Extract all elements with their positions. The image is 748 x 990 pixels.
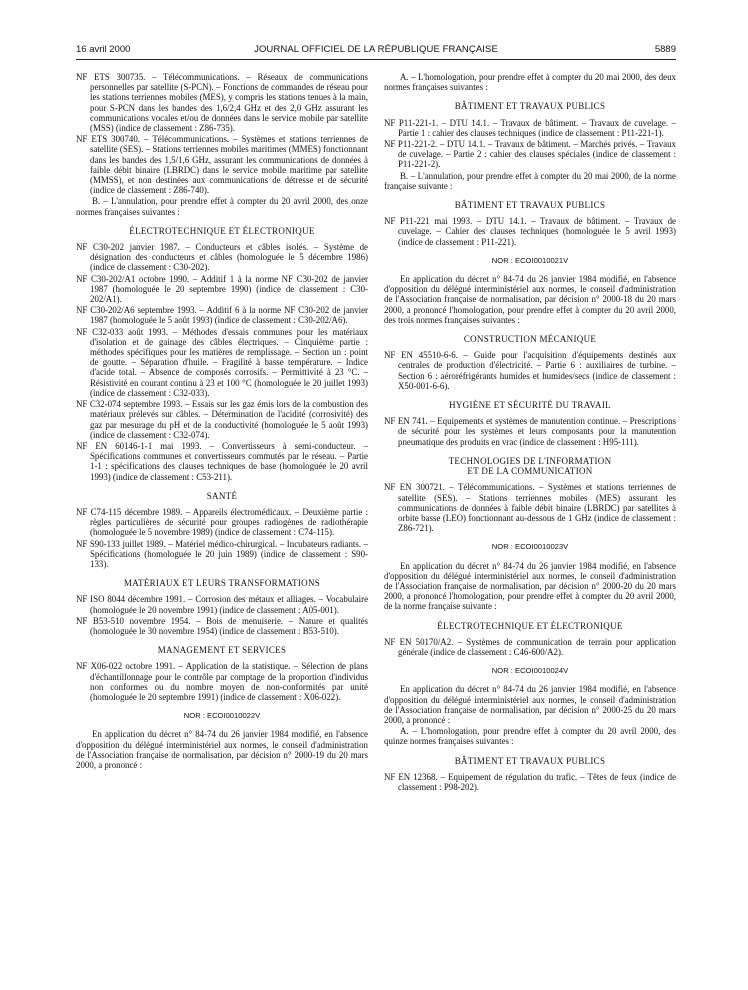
norm-text: novembre 1954. – Bois de menuiserie. – Nature et qualités (homologuée le 30 novembre 1954) (indice de classement : B53-510).: [90, 615, 368, 636]
section-heading: [384, 456, 676, 476]
norm-code: NF X06-022: [76, 661, 123, 672]
norm-entry: [384, 139, 676, 170]
norm-code: NF P11-221: [384, 216, 430, 227]
norm-text: – Systèmes de communication de terrain pour application générale (indice de classement : C46-600/A2).: [398, 636, 676, 657]
paragraph: B. – L'annulation, pour prendre effet à compter du 20 avril 2000, des onze normes françaises suivantes :: [76, 196, 368, 217]
norm-text: décembre 1989. – Appareils électromédicaux. – Deuxième partie : règles particulières de sécurité pour groupes radiogènes de radiothérapie (homologuée le 5 novembre 1989) (indice de classement : C74-115).: [90, 506, 369, 538]
nor-reference: NOR : ECOI0010024V: [491, 666, 569, 676]
norm-text: décembre 1991. – Corrosion des métaux et alliages. – Vocabulaire (homologuée le 20 novembre 1991) (indice de classement : A05-001).: [90, 594, 369, 615]
norm-code: NF ETS 300740.: [76, 134, 141, 145]
norm-entry: [384, 637, 676, 657]
norm-entry: [384, 350, 676, 391]
norm-entry: [76, 616, 368, 636]
header-title: JOURNAL OFFICIEL DE LA RÉPUBLIQUE FRANÇAISE: [254, 44, 498, 55]
nor-reference: NOR : ECOI0010023V: [491, 542, 569, 552]
norm-code: NF EN 50170/A2.: [384, 636, 454, 647]
norm-entry: [76, 274, 368, 305]
norm-code: NF ETS 300735.: [76, 72, 146, 82]
norm-entry: [384, 216, 676, 247]
norm-code: NF C30-202/A1: [76, 273, 136, 284]
norm-code: NF EN 741.: [384, 416, 428, 427]
norm-text: juillet 1989. – Matériel médico-chirurgical. – Incubateurs radiants. – Spécifications (homologuée le 20 juin 1989) (indice de classement : S90-133).: [90, 538, 368, 569]
header-rule: [76, 59, 676, 60]
norm-entry: [76, 242, 368, 273]
norm-entry: [76, 539, 368, 570]
section-heading: HYGIÈNE ET SÉCURITÉ DU TRAVAIL: [449, 400, 611, 411]
norm-text: – DTU 14.1. – Travaux de bâtiment. – Travaux de cuvelage. – Partie 1 : cahier des clauses techniques (indice de classement : P11-221-1).: [398, 117, 676, 138]
section-heading-line: ET DE LA COMMUNICATION: [467, 466, 593, 477]
norm-text: octobre 1991. – Application de la statistique. – Sélection de plans d'échantillonnage pour le contrôle par comptage de la proportion d'individus non conformes ou du nombre moyen de non-conformités par unité (homologuée le 20 septembre 1991) (indice de classement : X06-022).: [90, 661, 368, 702]
norm-code: NF P11-221-2.: [384, 139, 438, 150]
norm-code: NF C74-115: [76, 506, 122, 517]
section-heading: MANAGEMENT ET SERVICES: [157, 645, 287, 656]
section-heading: SANTÉ: [206, 490, 238, 501]
header-page-number: 5889: [654, 44, 676, 55]
norm-entry: [384, 416, 676, 447]
page-header: [76, 44, 676, 58]
norm-code: NF EN 300721.: [384, 482, 445, 493]
norm-text: mai 1993. – Convertisseurs à semi-conducteur. – Spécifications communes et convertisseurs commutés par le réseau. – Partie 1-1 : spécifications des clauses techniques de base (homologuée le 20 avril 1993) (indice de classement : C53-211).: [90, 440, 369, 482]
norm-entry: [384, 482, 676, 533]
norm-text: septembre 1993. – Additif 6 à la norme NF C30-202 de janvier 1987 (homologuée le 5 août 1993) (indice de classement : C30-202/A6).: [90, 305, 368, 326]
section-heading: ÉLECTROTECHNIQUE ET ÉLECTRONIQUE: [437, 620, 623, 631]
paragraph: A. – L'homologation, pour prendre effet à compter du 20 avril 2000, des quinze normes françaises suivantes :: [384, 726, 676, 747]
section-heading: MATÉRIAUX ET LEURS TRANSFORMATIONS: [123, 578, 321, 589]
norm-entry: [76, 305, 368, 325]
norm-code: NF S90-133: [76, 538, 120, 549]
nor-reference: NOR : ECOI0010022V: [183, 711, 261, 721]
norm-entry: [384, 118, 676, 138]
section-heading: BÂTIMENT ET TRAVAUX PUBLICS: [454, 101, 606, 112]
norm-entry: [76, 507, 368, 538]
norm-entry: [76, 72, 368, 133]
norm-entry: [76, 661, 368, 702]
norm-text: janvier 1987. – Conducteurs et câbles isolés. – Système de désignation des conducteurs et câbles (homologuée le 5 décembre 1986) (indice de classement : C30-202).: [90, 242, 369, 273]
norm-entry: [76, 134, 368, 195]
section-heading: ÉLECTROTECHNIQUE ET ÉLECTRONIQUE: [129, 225, 315, 236]
norm-code: NF C32-074: [76, 399, 121, 410]
norm-text: – Guide pour l'acquisition d'équipements destinés aux centrales de production d'électricité. – Partie 6 : auxiliaires de turbine. – Section 6 : aéroréfrigérants humides et humides/secs (indice de classement : X50-001-6-6).: [398, 350, 676, 391]
norm-text: mai 1993. – DTU 14.1. – Travaux de bâtiment. – Travaux de cuvelage. – Cahier des clauses techniques (homologuée le 5 avril 1993) (indice de classement : P11-221).: [398, 216, 676, 247]
norm-text: – DTU 14.1. – Travaux de bâtiment. – Marchés privés. – Travaux de cuvelage. – Partie 2 : cahier des clauses spéciales (indice de classement : P11-221-2).: [398, 139, 676, 170]
right-column: [384, 72, 676, 793]
norm-entry: [76, 594, 368, 614]
norm-text: – Télécommunications. – Systèmes et stations terriennes de satellite (SES). – Stations terriennes mobiles maritimes (MMES) fonctionnant dans les bandes des 1,5/1,6 GHz, assurant les communications de données à faible débit binaire (LBRDC) dans le service mobile maritime par satellite (MMSS), et non destinées aux communications de détresse et de sécurité (indice de classement : Z86-740).: [90, 134, 369, 196]
norm-entry: [76, 441, 368, 482]
norm-code: NF EN 45510-6-6.: [384, 350, 458, 361]
paragraph: En application du décret n° 84-74 du 26 janvier 1984 modifié, en l'absence d'opposition du délégué interministériel aux normes, le conseil d'administration de l'Association française de normalisation, par décision n° 2000-18 du 20 mars 2000, a prononcé l'homologation, pour prendre effet à compter du 20 avril 2000, des trois normes françaises suivantes :: [384, 274, 676, 325]
paragraph: A. – L'homologation, pour prendre effet à compter du 20 mai 2000, des deux normes françaises suivantes :: [384, 72, 676, 93]
section-heading: BÂTIMENT ET TRAVAUX PUBLICS: [454, 755, 606, 766]
norm-text: – Télécommunications. – Systèmes et stations terriennes de satellite (SES). – Stations terriennes mobiles (MES) assurant les communications de données à faible débit binaire (LBRDC) par satellites à orbite basse (LEO) fonctionnant au-dessous de 1 GHz (indice de classement : Z86-721).: [398, 482, 676, 534]
norm-text: septembre 1993. – Essais sur les gaz émis lors de la combustion des matériaux prélevés sur câbles. – Détermination de l'acidité (corrosivité) des gaz par mesurage du pH et de la conductivité (homologuée le 5 août 1993) (indice de classement : C32-074).: [90, 399, 368, 440]
paragraph: En application du décret n° 84-74 du 26 janvier 1984 modifié, en l'absence d'opposition du délégué interministériel aux normes, le conseil d'administration de l'Association française de normalisation, par décision n° 2000-19 du 20 mars 2000, a prononcé :: [76, 729, 368, 770]
norm-text: – Equipements et systèmes de manutention continue. – Prescriptions de sécurité pour les systèmes et leurs composants pour la manutention pneumatique des produits en vrac (indice de classement : H95-111).: [398, 416, 677, 447]
header-date: 16 avril 2000: [76, 44, 131, 55]
norm-code: NF ISO 8044: [76, 594, 126, 605]
norm-code: NF EN 60146-1-1: [76, 440, 153, 451]
norm-text: – Télécommunications. – Réseaux de communications personnelles par satellite (S-PCN). – Fonctions de commandes de réseau pour les stations terriennes mobiles (MES), y compris les stations tenues à la main, pour S-PCN dans les bandes des 1,6/2,4 GHz et des 2,0 GHz assurant les communications vocales et/ou de données dans le service mobile par satellite (MSS) (indice de classement : Z86-735).: [90, 72, 369, 134]
paragraph: En application du décret n° 84-74 du 26 janvier 1984 modifié, en l'absence d'opposition du délégué interministériel aux normes, le conseil d'administration de l'Association française de normalisation, par décision n° 2000-25 du 20 mars 2000, a prononcé :: [384, 684, 676, 725]
paragraph: En application du décret n° 84-74 du 26 janvier 1984 modifié, en l'absence d'opposition du délégué interministériel aux normes, le conseil d'administration de l'Association française de normalisation, par décision n° 2000-20 du 20 mars 2000, a prononcé l'homologation, pour prendre effet à compter du 20 avril 2000, de la norme française suivante :: [384, 560, 676, 612]
norm-text: octobre 1990. – Additif 1 à la norme NF C30-202 de janvier 1987 (homologuée le 20 septembre 1990) (indice de classement : C30-202/A1).: [90, 273, 368, 305]
norm-entry: [76, 327, 368, 398]
norm-entry: [76, 399, 368, 440]
norm-text: août 1993. – Méthodes d'essais communes pour les matériaux d'isolation et de gainage des câbles électriques. – Cinquième partie : méthodes spécifiques pour les matières de remplissage. – Section un : point de goutte. – Séparation d'huile. – Fragilité à basse température. – Indice d'acide total. – Absence de composés corrosifs. – Permittivité à 23 °C. – Résistivité en courant continu à 23 et 100 °C (homologuée le 20 juillet 1993) (indice de classement : C32-033).: [90, 326, 368, 398]
norm-text: – Equipement de régulation du trafic. – Têtes de feux (indice de classement : P98-202).: [398, 771, 677, 792]
nor-reference: NOR : ECOI0010021V: [491, 255, 569, 265]
norm-code: NF P11-221-1.: [384, 117, 439, 128]
section-heading: CONSTRUCTION MÉCANIQUE: [463, 334, 597, 345]
norm-entry: [384, 772, 676, 792]
norm-code: NF B53-510: [76, 615, 124, 626]
section-heading: BÂTIMENT ET TRAVAUX PUBLICS: [454, 200, 606, 211]
norm-code: NF C30-202/A6: [76, 305, 135, 316]
norm-code: NF EN 12368.: [384, 771, 438, 782]
left-column: [76, 72, 368, 771]
norm-code: NF C32-033: [76, 326, 124, 337]
norm-code: NF C30-202: [76, 242, 125, 253]
paragraph: B. – L'annulation, pour prendre effet à compter du 20 mai 2000, de la norme française suivante :: [384, 170, 676, 191]
section-heading-line: TECHNOLOGIES DE L'INFORMATION: [448, 455, 612, 466]
